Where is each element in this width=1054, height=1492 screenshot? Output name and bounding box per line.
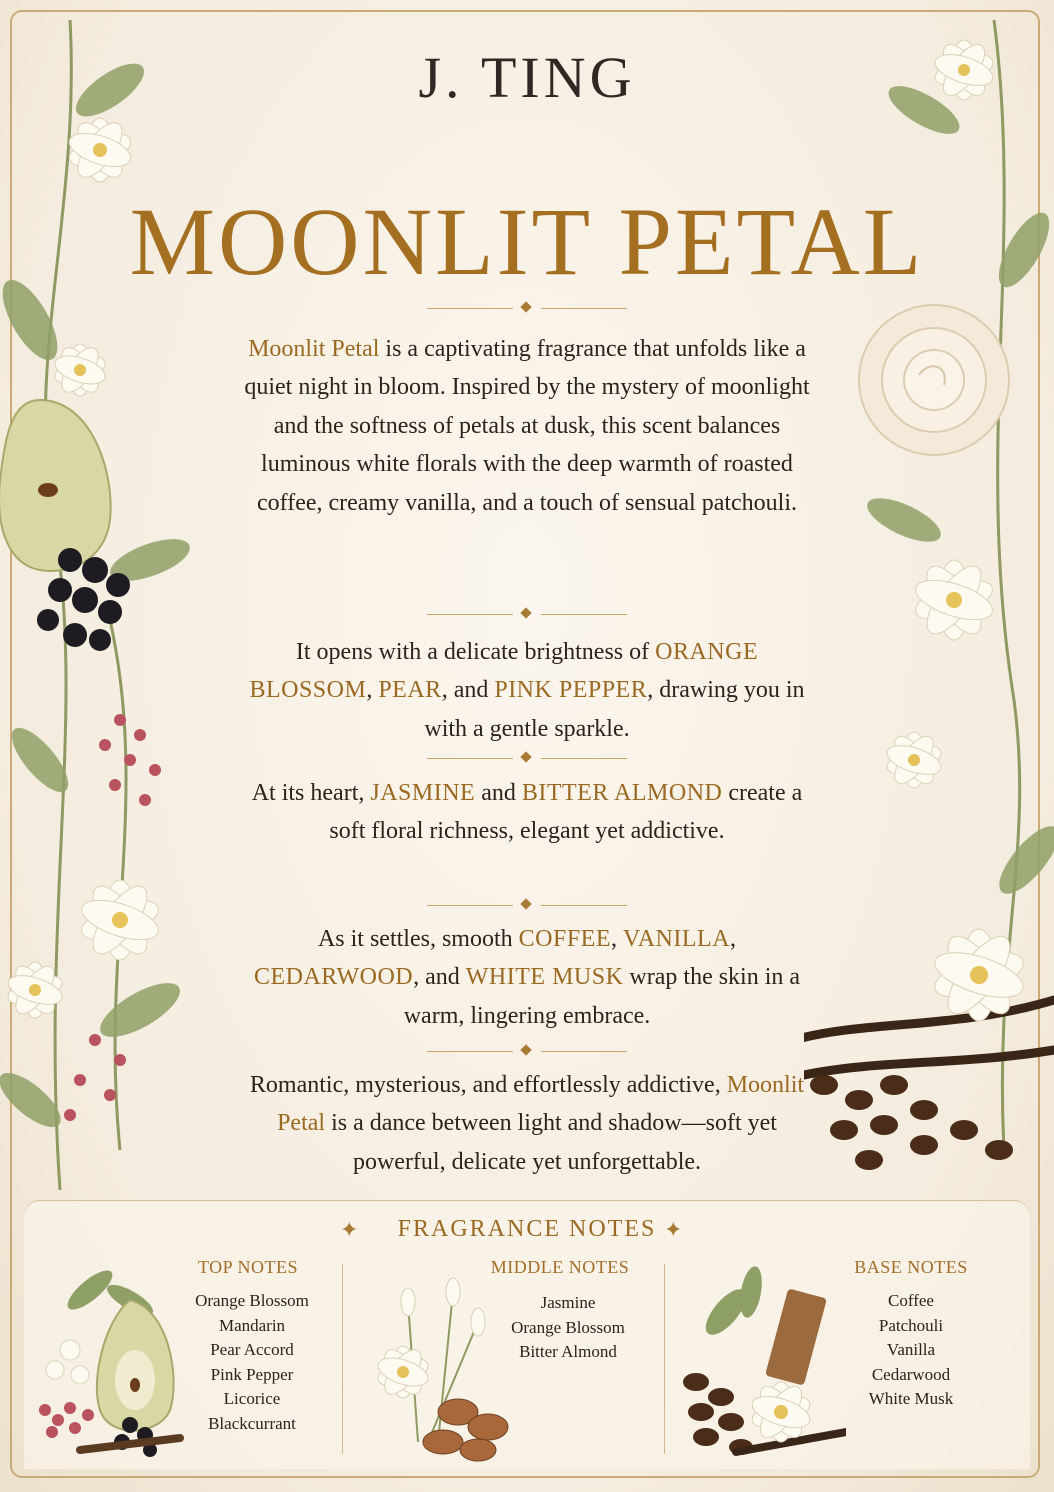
perfume-title: MOONLIT PETAL xyxy=(129,188,925,295)
note-highlight: PINK PEPPER xyxy=(494,677,648,704)
diamond-icon xyxy=(520,898,531,909)
settle-paragraph: As it settles, smooth COFFEE, VANILLA, CEDARWOOD, and WHITE MUSK wrap the skin in a warm, lingering embrace. xyxy=(253,926,801,1029)
note-highlight: COFFEE xyxy=(518,926,611,952)
left-floral-border-icon xyxy=(0,0,250,1200)
list-item: Cedarwood xyxy=(871,1364,951,1384)
base-notes-illustration-icon xyxy=(676,1262,846,1462)
note-highlight: BITTER ALMOND xyxy=(521,780,723,806)
almond-icon xyxy=(423,1399,508,1461)
sparkle-icon: ✦ xyxy=(664,1218,683,1243)
note-highlight: PEAR xyxy=(378,677,442,704)
top-notes-illustration-icon xyxy=(30,1260,190,1460)
list-item: Licorice xyxy=(223,1389,281,1408)
base-notes-list xyxy=(836,1289,986,1412)
list-item: Orange Blossom xyxy=(511,1317,625,1337)
intro-paragraph: Moonlit Petal is a captivating fragrance that unfolds like a quiet night in bloom. Inspired by the mystery of moonlight and the softness of petals at dusk, this scent balances luminous white florals with the deep warmth of roasted coffee, creamy vanilla, and a touch of sensual patchouli. xyxy=(244,336,810,516)
list-item: Jasmine xyxy=(540,1293,596,1312)
note-highlight: ORANGE BLOSSOM xyxy=(249,639,759,704)
middle-notes-heading: MIDDLE NOTES xyxy=(490,1257,630,1277)
middle-notes-list xyxy=(488,1291,648,1365)
pear-icon xyxy=(0,400,111,571)
list-item: White Musk xyxy=(868,1389,954,1408)
note-highlight: CEDARWOOD xyxy=(253,964,414,991)
list-item: Pear Accord xyxy=(210,1340,294,1359)
note-highlight: JASMINE xyxy=(370,780,476,806)
opening-paragraph: It opens with a delicate brightness of ORANGE BLOSSOM, PEAR, and PINK PEPPER, drawing you in with a gentle sparkle. xyxy=(249,639,805,742)
divider xyxy=(427,752,627,764)
list-item: Blackcurrant xyxy=(208,1413,296,1433)
base-notes-heading: BASE NOTES xyxy=(854,1257,968,1277)
perfume-name-highlight: Moonlit Petal xyxy=(277,1072,805,1137)
brand-name: J. TING xyxy=(418,45,636,110)
rose-icon xyxy=(859,305,1009,455)
column-divider xyxy=(664,1264,665,1454)
column-divider xyxy=(342,1264,343,1454)
list-item: Orange Blossom xyxy=(195,1291,309,1310)
divider xyxy=(427,302,627,314)
list-item: Pink Pepper xyxy=(210,1364,294,1384)
fragrance-notes-title: FRAGRANCE NOTES xyxy=(397,1216,657,1242)
heart-paragraph: At its heart, JASMINE and BITTER ALMOND create a soft floral richness, elegant yet addictive. xyxy=(251,780,803,845)
sparkle-icon: ✦ xyxy=(340,1218,359,1243)
cedarwood-icon xyxy=(765,1288,827,1385)
list-item: Mandarin xyxy=(218,1315,286,1335)
vanilla-pod-icon xyxy=(804,1000,1054,1075)
perfume-name-highlight: Moonlit Petal xyxy=(248,336,380,362)
divider xyxy=(427,899,627,911)
list-item: Vanilla xyxy=(886,1340,936,1359)
diamond-icon xyxy=(520,607,531,618)
right-floral-border-icon xyxy=(804,0,1054,1200)
list-item: Bitter Almond xyxy=(519,1342,617,1361)
divider xyxy=(427,608,627,620)
diamond-icon xyxy=(520,301,531,312)
diamond-icon xyxy=(520,751,531,762)
closing-paragraph: Romantic, mysterious, and effortlessly addictive, Moonlit Petal is a dance between light and shadow—soft yet powerful, delicate yet unforgettable. xyxy=(249,1072,805,1175)
divider xyxy=(427,1045,627,1057)
top-notes-list xyxy=(170,1289,334,1436)
list-item: Patchouli xyxy=(878,1315,944,1335)
coffee-bean-icon xyxy=(810,1075,1013,1170)
jasmine-flower-icon xyxy=(65,116,135,184)
diamond-icon xyxy=(520,1044,531,1055)
top-notes-heading: TOP NOTES xyxy=(197,1257,298,1277)
list-item: Coffee xyxy=(888,1291,934,1310)
note-highlight: WHITE MUSK xyxy=(465,964,624,991)
note-highlight: VANILLA xyxy=(622,926,731,952)
